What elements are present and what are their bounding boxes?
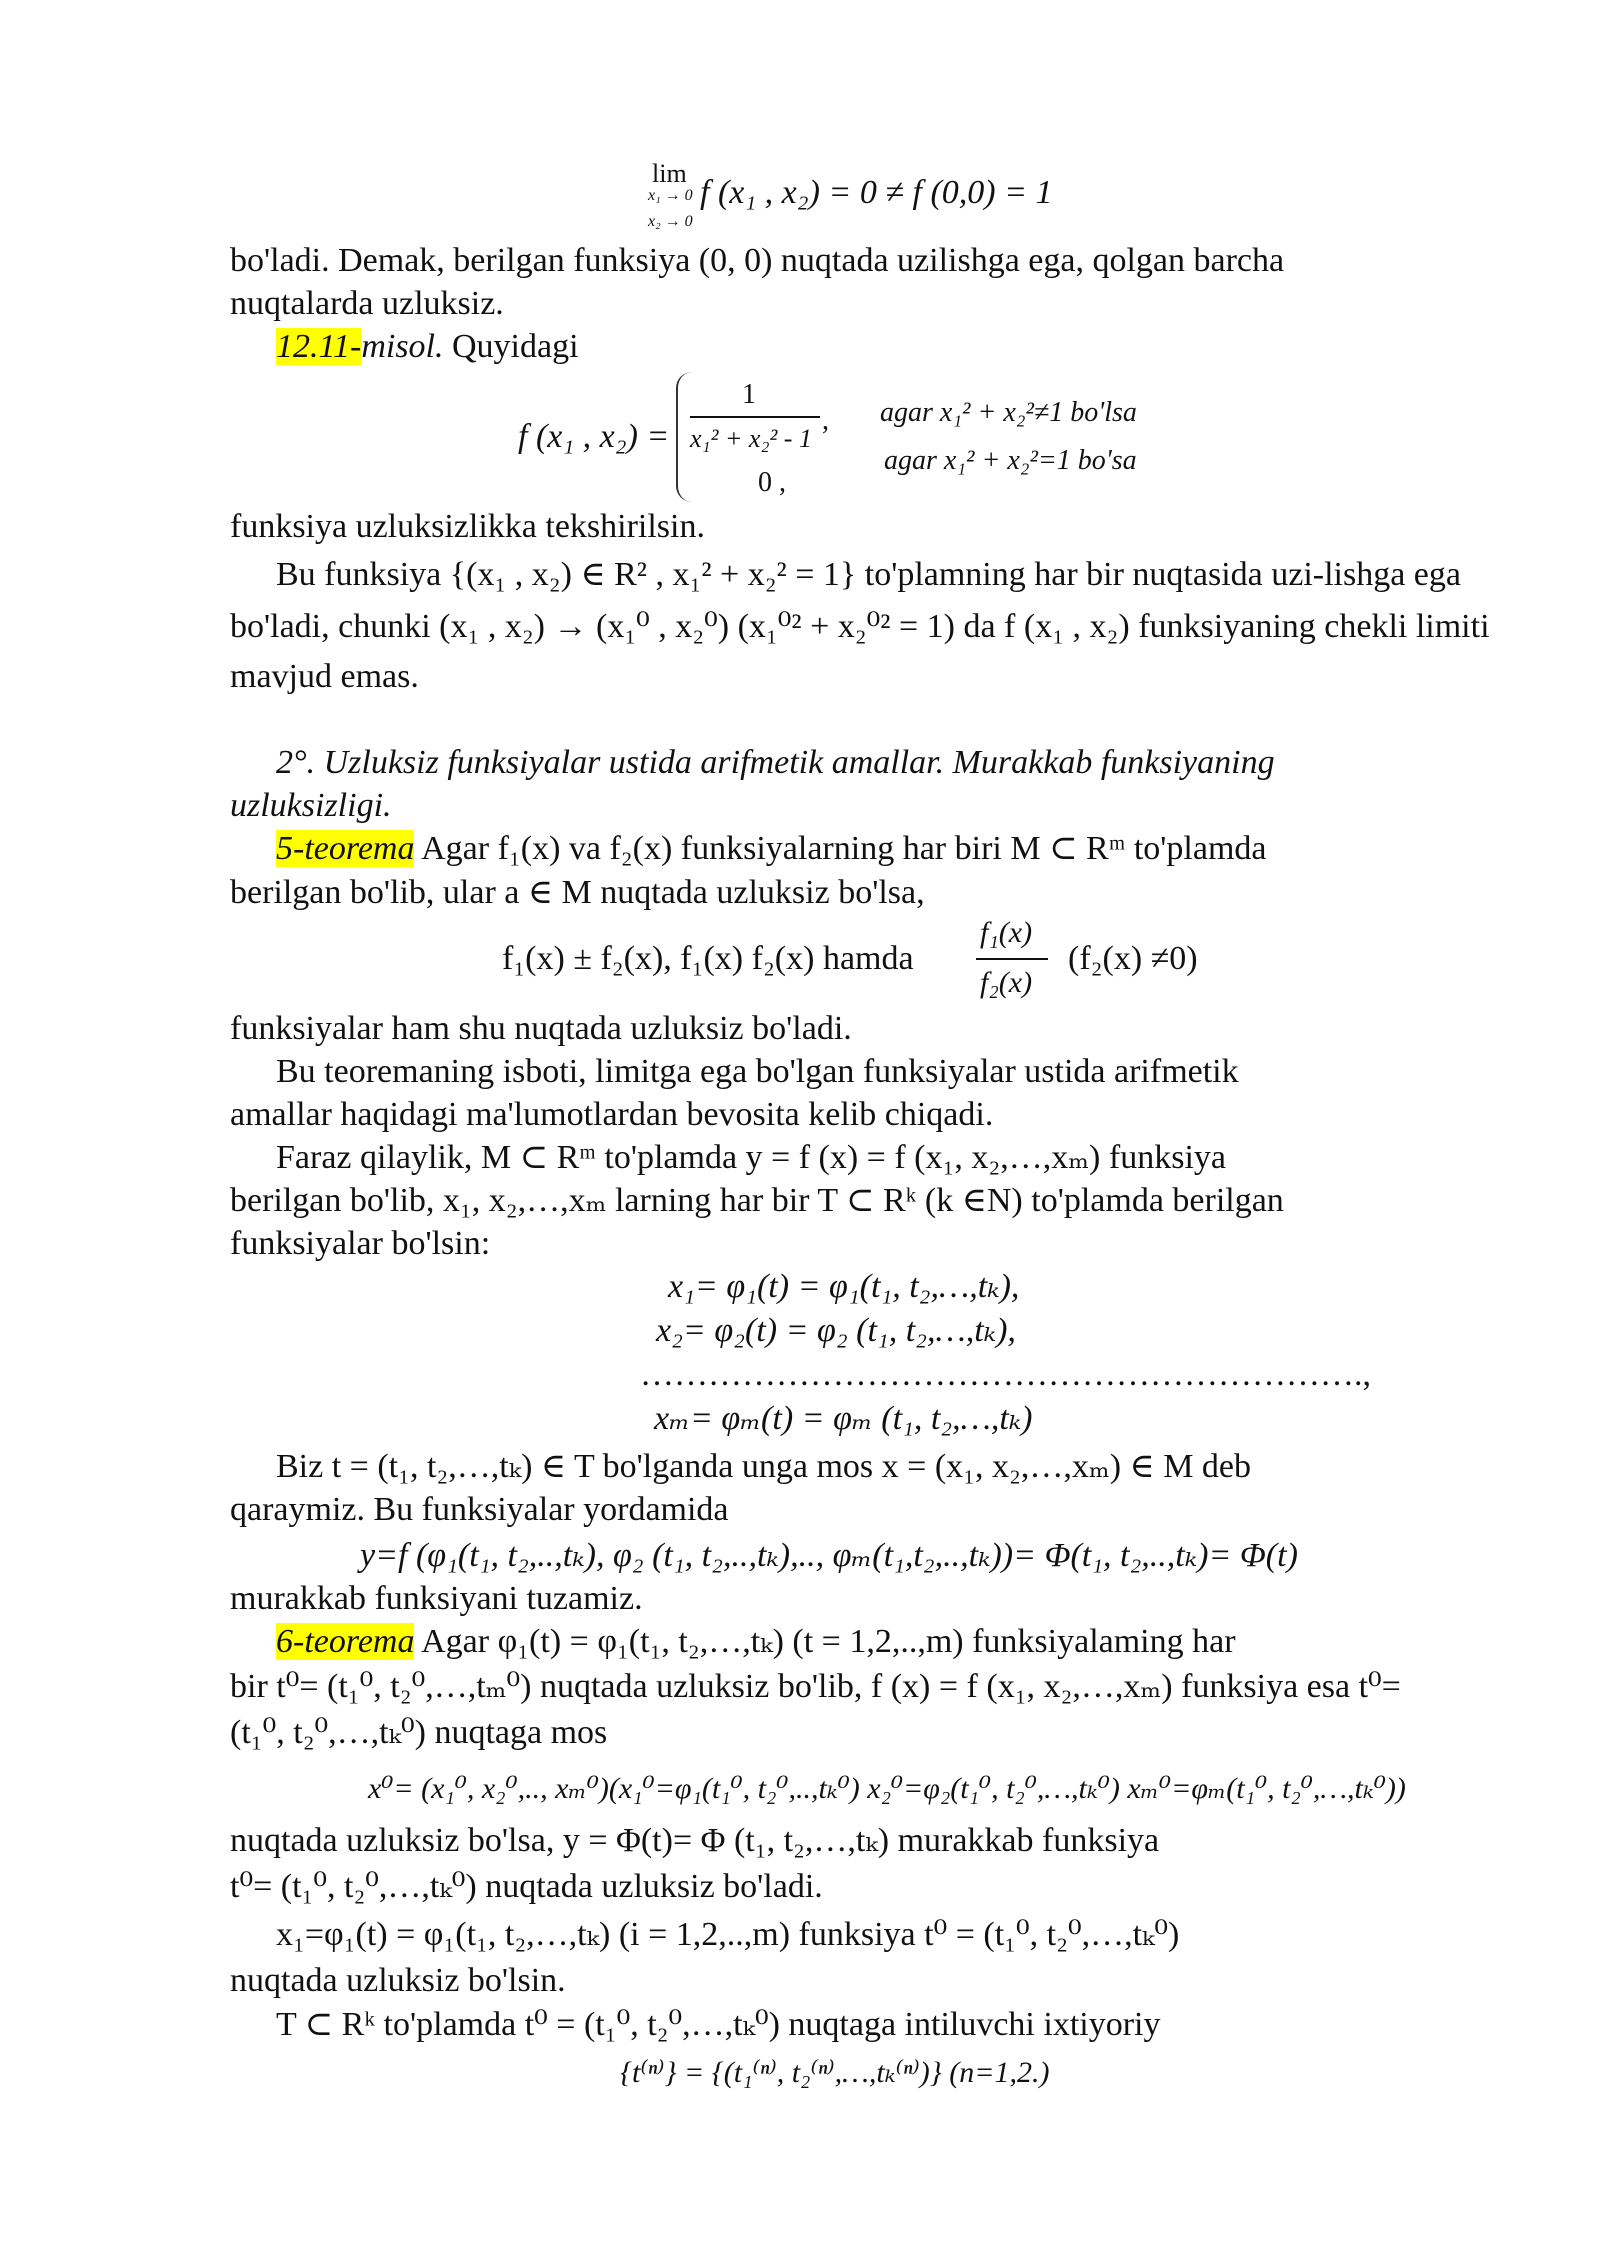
- theorem-5-text: Agar f₁(x) va f₂(x) funksiyalarning har biri M ⊂ Rᵐ to'plamda: [414, 830, 1267, 867]
- piecewise-condition-2: agar x₁² + x₂²=1 bo'sa: [884, 445, 1137, 476]
- system-line-1: x₁= φ₁(t) = φ₁(t₁, t₂,…,tₖ),: [668, 1268, 1020, 1305]
- lim-word: lim: [652, 159, 687, 188]
- section-heading-cont: uzluksizligi.: [230, 787, 392, 824]
- paragraph-line: (t₁⁰, t₂⁰,…,tₖ⁰) nuqtaga mos: [230, 1714, 608, 1751]
- theorem-5-formula-left: f₁(x) ± f₂(x), f₁(x) f₂(x) hamda: [502, 940, 914, 977]
- paragraph-line: murakkab funksiyani tuzamiz.: [230, 1580, 643, 1617]
- paragraph-line: qaraymiz. Bu funksiyalar yordamida: [230, 1491, 729, 1528]
- paragraph-line: x₁=φ₁(t) = φ₁(t₁, t₂,…,tₖ) (i = 1,2,..,m) funksiya t⁰ = (t₁⁰, t₂⁰,…,tₖ⁰): [276, 1916, 1180, 1953]
- paragraph-line: Bu teoremaning isboti, limitga ega bo'lgan funksiyalar ustida arifmetik: [276, 1053, 1239, 1090]
- paragraph-line: funksiya uzluksizlikka tekshirilsin.: [230, 508, 705, 545]
- example-heading: [276, 326, 579, 368]
- example-misol: misol.: [361, 328, 444, 365]
- paragraph-line: amallar haqidagi ma'lumotlardan bevosita kelib chiqadi.: [230, 1096, 994, 1133]
- example-number-highlight: 12.11-: [276, 328, 362, 365]
- paragraph-line: berilgan bo'lib, ular a ∈ M nuqtada uzluksiz bo'lsa,: [230, 874, 925, 911]
- paragraph-line: berilgan bo'lib, x₁, x₂,…,xₘ larning har bir T ⊂ Rᵏ (k ∈N) to'plamda berilgan: [230, 1182, 1284, 1219]
- theorem-5-frac-bar: [976, 958, 1048, 960]
- paragraph-line: bo'ladi. Demak, berilgan funksiya (0, 0) nuqtada uzilishga ega, qolgan barcha: [230, 242, 1285, 279]
- system-line-m: xₘ= φₘ(t) = φₘ (t₁, t₂,…,tₖ): [654, 1400, 1033, 1437]
- paragraph-line: mavjud emas.: [230, 658, 419, 695]
- paragraph-line: funksiyalar bo'lsin:: [230, 1225, 491, 1262]
- section-heading: 2°. Uzluksiz funksiyalar ustida arifmetik amallar. Murakkab funksiyaning: [276, 744, 1275, 781]
- theorem-5-line: [276, 828, 1267, 870]
- lim-expression: f (x₁ , x₂) = 0 ≠ f (0,0) = 1: [700, 174, 1053, 211]
- lim-sub-1: x₁ → 0: [648, 187, 693, 204]
- paragraph-line: bir t⁰= (t₁⁰, t₂⁰,…,tₘ⁰) nuqtada uzluksiz bo'lib, f (x) = f (x₁, x₂,…,xₘ) funksiya esa t⁰=: [230, 1668, 1401, 1705]
- composite-formula: y=f (φ₁(t₁, t₂,..,tₖ), φ₂ (t₁, t₂,..,tₖ),.., φₘ(t₁,t₂,..,tₖ))= Φ(t₁, t₂,..,tₖ)= Φ(t): [360, 1537, 1298, 1574]
- paragraph-line: funksiyalar ham shu nuqtada uzluksiz bo'ladi.: [230, 1010, 852, 1047]
- piecewise-zero: 0 ,: [758, 467, 786, 498]
- theorem-5-frac-num: f₁(x): [980, 916, 1033, 949]
- theorem-6-label: 6-teorema: [276, 1623, 415, 1660]
- piecewise-numerator: 1: [742, 379, 756, 410]
- paragraph-line: Faraz qilaylik, M ⊂ Rᵐ to'plamda y = f (x) = f (x₁, x₂,…,xₘ) funksiya: [276, 1139, 1226, 1176]
- theorem-6-point-formula: x⁰= (x₁⁰, x₂⁰,.., xₘ⁰)(x₁⁰=φ₁(t₁⁰, t₂⁰,..,tₖ⁰) x₂⁰=φ₂(t₁⁰, t₂⁰,…,tₖ⁰) xₘ⁰=φₘ(t₁⁰, t₂⁰,…,tₖ⁰)): [368, 1772, 1406, 1805]
- piecewise-comma: ,: [822, 405, 829, 436]
- lim-sub-2: x₂ → 0: [648, 213, 693, 230]
- sequence-formula: {t⁽ⁿ⁾} = {(t₁⁽ⁿ⁾, t₂⁽ⁿ⁾,…,tₖ⁽ⁿ⁾)} (n=1,2.): [620, 2056, 1050, 2089]
- paragraph-line: nuqtada uzluksiz bo'lsin.: [230, 1962, 566, 1999]
- piecewise-condition-1: agar x₁² + x₂²≠1 bo'lsa: [880, 397, 1137, 428]
- theorem-5-label: 5-teorema: [276, 830, 415, 867]
- piecewise-denominator: x₁² + x₂² - 1: [690, 424, 812, 453]
- paragraph-line: nuqtalarda uzluksiz.: [230, 285, 504, 322]
- paragraph-line: Bu funksiya {(x₁ , x₂) ∈ R² , x₁² + x₂² = 1} to'plamning har bir nuqtasida uzi-lishga ega: [276, 556, 1461, 593]
- paragraph-line: nuqtada uzluksiz bo'lsa, y = Φ(t)= Φ (t₁, t₂,…,tₖ) murakkab funksiya: [230, 1822, 1160, 1859]
- paragraph-line: T ⊂ Rᵏ to'plamda t⁰ = (t₁⁰, t₂⁰,…,tₖ⁰) nuqtaga intiluvchi ixtiyoriy: [276, 2006, 1161, 2043]
- example-rest: Quyidagi: [443, 328, 579, 365]
- paragraph-line: Biz t = (t₁, t₂,…,tₖ) ∈ T bo'lganda unga mos x = (x₁, x₂,…,xₘ) ∈ M deb: [276, 1448, 1252, 1485]
- theorem-5-formula-right: (f₂(x) ≠0): [1068, 940, 1198, 977]
- theorem-6-line: [276, 1621, 1236, 1663]
- theorem-6-text: Agar φ₁(t) = φ₁(t₁, t₂,…,tₖ) (t = 1,2,..,m) funksiyalaming har: [414, 1623, 1236, 1660]
- system-line-2: x₂= φ₂(t) = φ₂ (t₁, t₂,…,tₖ),: [656, 1312, 1016, 1349]
- paragraph-line: bo'ladi, chunki (x₁ , x₂) → (x₁⁰ , x₂⁰) (x₁⁰² + x₂⁰² = 1) da f (x₁ , x₂) funksiyaning chekli limiti: [230, 608, 1490, 645]
- theorem-5-frac-den: f₂(x): [980, 966, 1033, 999]
- system-line-dots: ……………………………………………………….,: [640, 1356, 1371, 1393]
- paragraph-line: t⁰= (t₁⁰, t₂⁰,…,tₖ⁰) nuqtada uzluksiz bo'ladi.: [230, 1868, 823, 1905]
- piecewise-lhs: f (x₁ , x₂) =: [518, 418, 670, 455]
